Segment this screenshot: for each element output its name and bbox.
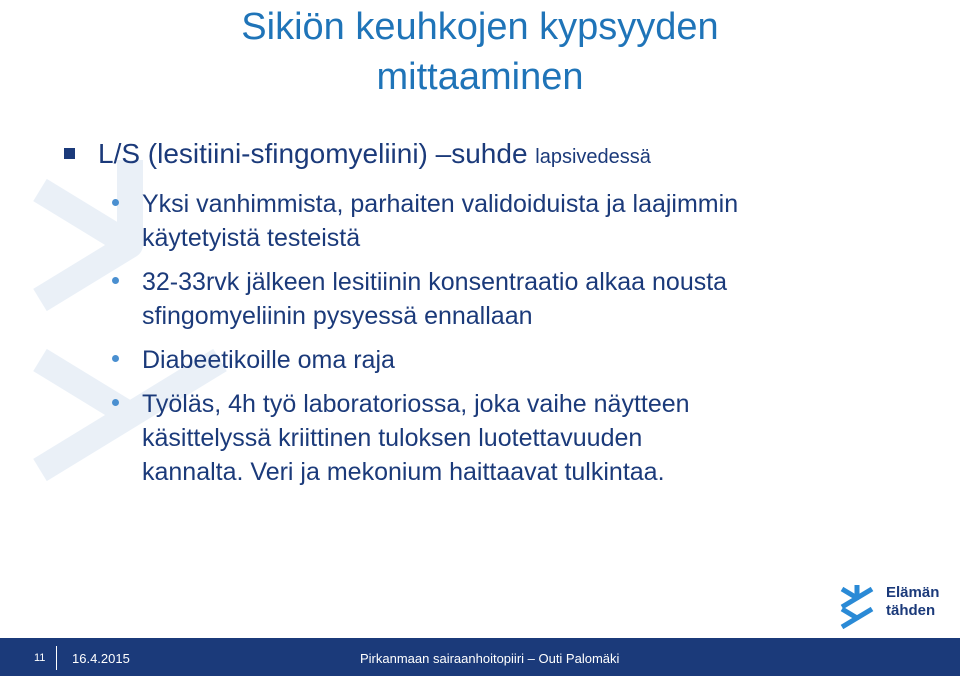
sub-bullet — [142, 187, 902, 255]
sub-bullet — [142, 343, 902, 377]
bullet-dot-icon — [112, 277, 119, 284]
sub-bullet-line: kannalta. Veri ja mekonium haittaavat tulkintaa. — [142, 458, 665, 486]
square-bullet-icon — [64, 148, 75, 159]
slide-title — [0, 2, 960, 102]
main-bullet — [62, 136, 922, 175]
footer-organization: Pirkanmaan sairaanhoitopiiri – Outi Palomäki — [360, 651, 620, 666]
elaman-tahden-logo — [834, 580, 944, 634]
logo-line-2: tähden — [886, 602, 936, 619]
title-line-2: mittaaminen — [376, 56, 584, 98]
sub-bullet-line: sfingomyeliinin pysyessä ennallaan — [142, 302, 533, 330]
sub-bullet-line: Diabeetikoille oma raja — [142, 346, 395, 374]
sub-bullet-line: käytetyistä testeistä — [142, 224, 361, 252]
sub-bullet-line: 32-33rvk jälkeen lesitiinin konsentraatio alkaa nousta — [142, 268, 728, 296]
logo-line-1: Elämän — [886, 584, 940, 601]
sub-bullet-line: Työläs, 4h työ laboratoriossa, joka vaihe näytteen — [142, 390, 690, 418]
bullet-dot-icon — [112, 355, 119, 362]
footer-date: 16.4.2015 — [72, 651, 130, 666]
title-line-1: Sikiön keuhkojen kypsyyden — [241, 6, 719, 48]
sub-bullet — [142, 265, 902, 333]
main-bullet-suffix: lapsivedessä — [535, 146, 651, 168]
footer-bar — [0, 638, 960, 676]
footer-divider — [56, 646, 57, 670]
slide-number: 11 — [34, 652, 46, 664]
bullet-dot-icon — [112, 399, 119, 406]
bullet-dot-icon — [112, 199, 119, 206]
logo-text — [886, 584, 939, 620]
sub-bullet-line: käsittelyssä kriittinen tuloksen luotettavuuden — [142, 424, 643, 452]
main-bullet-text: L/S (lesitiini-sfingomyeliini) –suhde — [98, 138, 528, 169]
slide-content — [62, 136, 922, 499]
sub-bullet-line: Yksi vanhimmista, parhaiten validoiduista ja laajimmin — [142, 190, 739, 218]
star-of-life-icon — [834, 583, 880, 629]
sub-bullet — [142, 387, 902, 489]
